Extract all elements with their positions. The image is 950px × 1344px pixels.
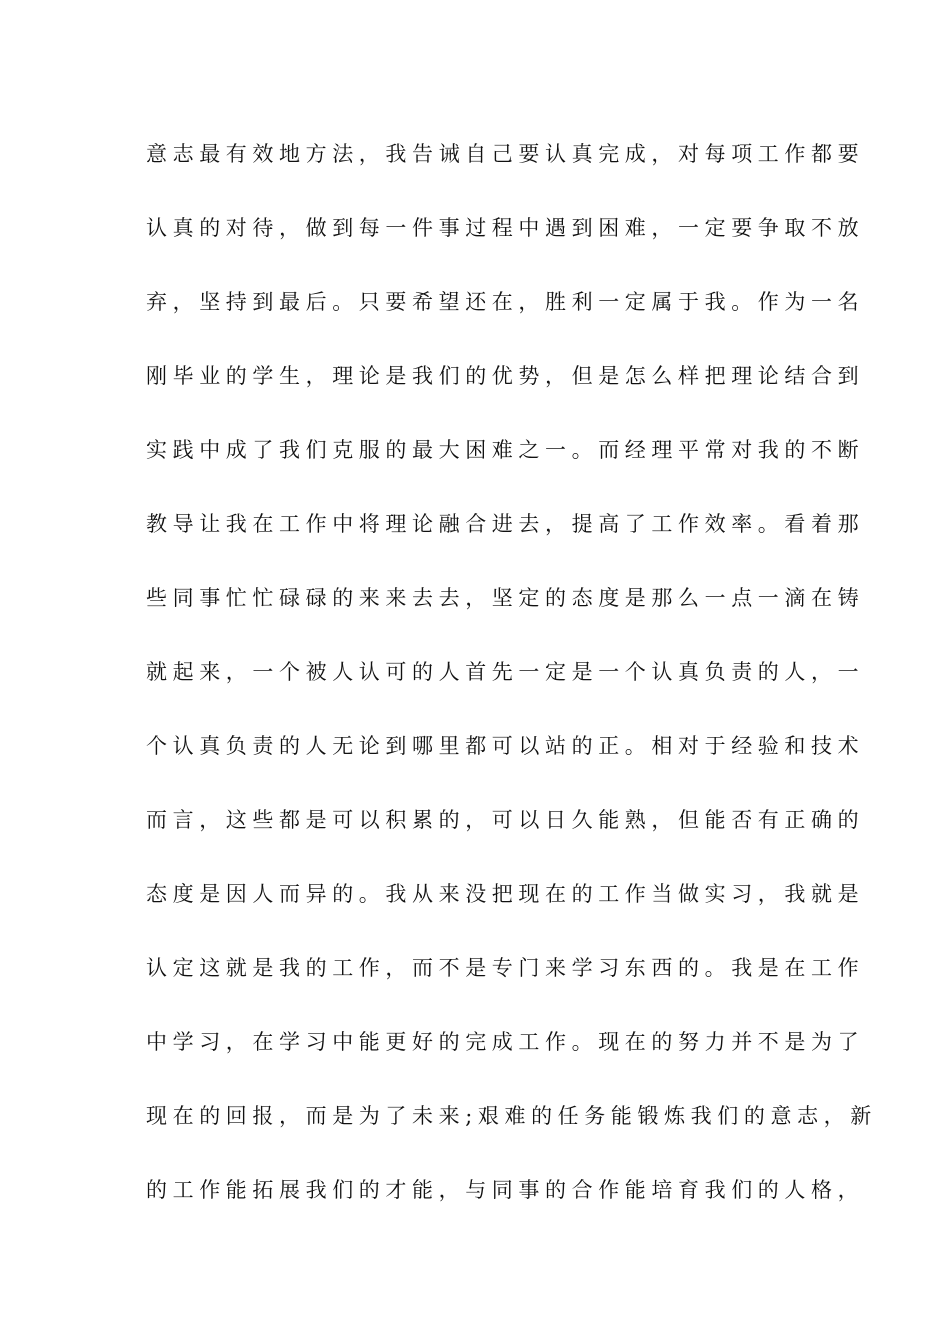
text-line: 刚毕业的学生，理论是我们的优势，但是怎么样把理论结合到 <box>146 364 865 388</box>
text-line: 弃，坚持到最后。只要希望还在，胜利一定属于我。作为一名 <box>146 290 865 314</box>
text-line: 态度是因人而异的。我从来没把现在的工作当做实习，我就是 <box>146 882 865 906</box>
text-line: 现在的回报，而是为了未来;艰难的任务能锻炼我们的意志，新 <box>146 1104 877 1128</box>
text-line: 而言，这些都是可以积累的，可以日久能熟，但能否有正确的 <box>146 808 865 832</box>
text-line: 些同事忙忙碌碌的来来去去，坚定的态度是那么一点一滴在铸 <box>146 586 865 610</box>
text-line: 教导让我在工作中将理论融合进去，提高了工作效率。看着那 <box>146 512 865 536</box>
text-line: 就起来，一个被人认可的人首先一定是一个认真负责的人，一 <box>146 660 865 684</box>
text-line: 意志最有效地方法，我告诫自己要认真完成，对每项工作都要 <box>146 142 865 166</box>
text-line: 中学习，在学习中能更好的完成工作。现在的努力并不是为了 <box>146 1030 865 1054</box>
text-line: 认定这就是我的工作，而不是专门来学习东西的。我是在工作 <box>146 956 865 980</box>
text-line: 实践中成了我们克服的最大困难之一。而经理平常对我的不断 <box>146 438 865 462</box>
text-line: 个认真负责的人无论到哪里都可以站的正。相对于经验和技术 <box>146 734 865 758</box>
text-line: 的工作能拓展我们的才能，与同事的合作能培育我们的人格， <box>146 1178 865 1202</box>
body-text <box>146 134 877 1244</box>
text-line: 认真的对待，做到每一件事过程中遇到困难，一定要争取不放 <box>146 216 865 240</box>
